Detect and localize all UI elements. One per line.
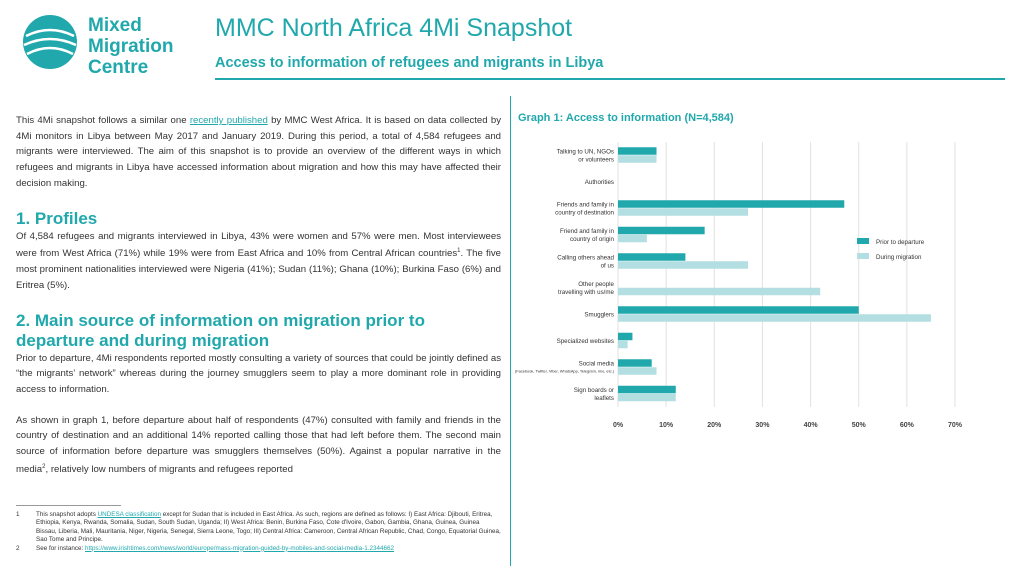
category-label: Smugglers	[584, 311, 614, 319]
bar-prior	[618, 253, 685, 261]
bar-prior	[618, 359, 652, 367]
category-sublabel: (Facebook, Twitter, Viber, WhatsApp, Telegram, imo, etc.)	[514, 368, 614, 374]
footnote-ref-2: 2	[42, 463, 46, 470]
undesa-classification-link[interactable]: UNDESA classification	[97, 511, 161, 518]
recently-published-link[interactable]: recently published	[189, 115, 268, 126]
access-to-information-chart	[500, 130, 1000, 440]
footnote-2-text-a: See for instance:	[36, 544, 86, 552]
profiles-text-b: . The five most prominent nationalities interviewed were Nigeria (41%); Sudan (11%); Ghana (10%); Burkina Faso (6%) and Eritrea (5%).	[16, 248, 501, 291]
body-text-column	[16, 113, 501, 478]
logo-wordmark	[88, 15, 174, 78]
header-rule	[215, 78, 1005, 80]
footnote-2	[16, 545, 501, 553]
profiles-paragraph	[16, 229, 501, 294]
intro-paragraph	[16, 113, 501, 192]
category-label: country of origin	[569, 235, 614, 243]
main-source-paragraph-2	[16, 413, 501, 478]
intro-text-b: by MMC West Africa. It is based on data collected by 4Mi monitors in Libya between May 2017 and January 2019. During this period, a total of 4,584 refugees and migrants were interviewed. The aim of this snapshot is to provide an overview of the different ways in which refugees and migrants in Libya have accessed information about migration and how this may have affected their decision making.	[16, 115, 501, 189]
footnote-number: 2	[16, 544, 20, 552]
x-tick-label: 40%	[803, 422, 818, 429]
main-source-text-b: , relatively low numbers of migrants and refugees reported	[45, 463, 293, 475]
bar-prior	[618, 386, 676, 394]
bar-during	[618, 394, 676, 402]
legend-swatch	[857, 253, 869, 259]
category-label: leaflets	[594, 394, 614, 402]
profiles-text-a: Of 4,584 refugees and migrants interviewed in Libya, 43% were women and 57% were men. Most interviewees were from West Africa (71%) while 19% were from East Africa and 10% from Central African countries	[16, 230, 501, 260]
intro-text-a: This 4Mi snapshot follows a similar one	[16, 115, 190, 126]
legend-swatch	[857, 238, 869, 244]
category-label: Friends and family in	[556, 201, 614, 209]
bar-during	[618, 367, 657, 375]
footnote-number: 1	[16, 511, 20, 518]
page-subtitle: Access to information of refugees and migrants in Libya	[215, 55, 604, 71]
bar-during	[618, 261, 748, 269]
footnotes	[16, 511, 501, 553]
x-tick-label: 0%	[612, 422, 624, 429]
logo-line-3: Centre	[88, 57, 149, 78]
bar-prior	[618, 333, 632, 341]
category-label: Friend and family in	[560, 227, 614, 235]
irishtimes-link[interactable]: https://www.irishtimes.com/news/world/europe/mass-migration-guided-by-mobiles-and-social-media-1.2344662	[85, 544, 395, 552]
category-label: travelling with us/me	[557, 288, 614, 296]
footnote-ref-1: 1	[457, 248, 461, 255]
page-title: MMC North Africa 4Mi Snapshot	[215, 14, 573, 42]
mmc-logo	[20, 12, 195, 78]
footnote-1-text-b: except for Sudan that is included in East Africa. As such, regions are defined as follows: I) East Africa: Djibouti, Eritrea, Ethiopia, Kenya, Rwanda, Somalia, Sudan, South Sudan, Uganda; II) West Africa: Benin, Burkina Faso, Cote d'Ivoire, Gabon, Gambia, Ghana, Guinea, Guinea Bissau, Liberia, Mali, Mauritania, Niger, Nigeria, Senegal, Sierra Leone, Togo; III) Central Africa: Cameroon, Central African Republic, Chad, Congo, Equatorial Guinea, Sao Tome and Principe.	[36, 511, 501, 544]
bar-during	[618, 235, 647, 243]
logo-line-2: Migration	[88, 36, 174, 57]
category-label: Sign boards or	[573, 386, 614, 394]
category-label: Specialized websites	[556, 337, 614, 345]
category-label: or volunteers	[578, 156, 614, 164]
footnote-1-text-a: This snapshot adopts	[36, 511, 98, 518]
footnote-text	[36, 511, 501, 545]
x-tick-label: 30%	[755, 422, 770, 429]
footnote-text	[36, 545, 501, 553]
main-source-text-a: As shown in graph 1, before departure about half of respondents (47%) consulted with family and friends in the country of destination and an additional 14% reported calling those that had left before them. The second main source of information before departure was smugglers themselves (50%). Against a popular narrative in the media	[16, 414, 501, 475]
legend-label: During migration	[876, 254, 922, 261]
footnote-rule	[16, 505, 121, 506]
bar-during	[618, 288, 820, 296]
bar-during	[618, 341, 628, 349]
x-tick-label: 20%	[707, 422, 722, 429]
category-label: Calling others ahead	[557, 254, 614, 262]
category-label: country of destination	[555, 209, 614, 217]
graph-title: Graph 1: Access to information (N=4,584)	[518, 112, 734, 124]
logo-globe-icon	[20, 12, 80, 72]
footnote-1	[16, 511, 501, 545]
bar-prior	[618, 227, 705, 235]
legend-label: Prior to departure	[876, 239, 925, 246]
x-tick-label: 50%	[851, 422, 866, 429]
bar-during	[618, 155, 657, 163]
section-heading-profiles: 1. Profiles	[16, 208, 98, 228]
category-label: Authorities	[584, 178, 614, 186]
x-tick-label: 60%	[899, 422, 914, 429]
category-label: Other people	[578, 280, 614, 288]
category-label: Talking to UN, NGOs	[556, 148, 614, 156]
bar-prior	[618, 306, 859, 314]
category-label: of us	[600, 262, 614, 270]
x-tick-label: 10%	[659, 422, 674, 429]
bar-prior	[618, 147, 657, 155]
bar-prior	[618, 200, 844, 208]
bar-during	[618, 208, 748, 216]
x-tick-label: 70%	[947, 422, 963, 429]
main-source-paragraph-1: Prior to departure, 4Mi respondents reported mostly consulting a variety of sources that could be jointly defined as “the migrants’ network” whereas during the journey smugglers seem to play a more dominant role in providing access to information.	[16, 352, 501, 395]
section-heading-main-source: 2. Main source of information on migration prior to departure and during migration	[16, 310, 425, 350]
category-label: Social media	[578, 360, 614, 368]
bar-during	[618, 314, 931, 322]
logo-line-1: Mixed	[88, 15, 142, 36]
